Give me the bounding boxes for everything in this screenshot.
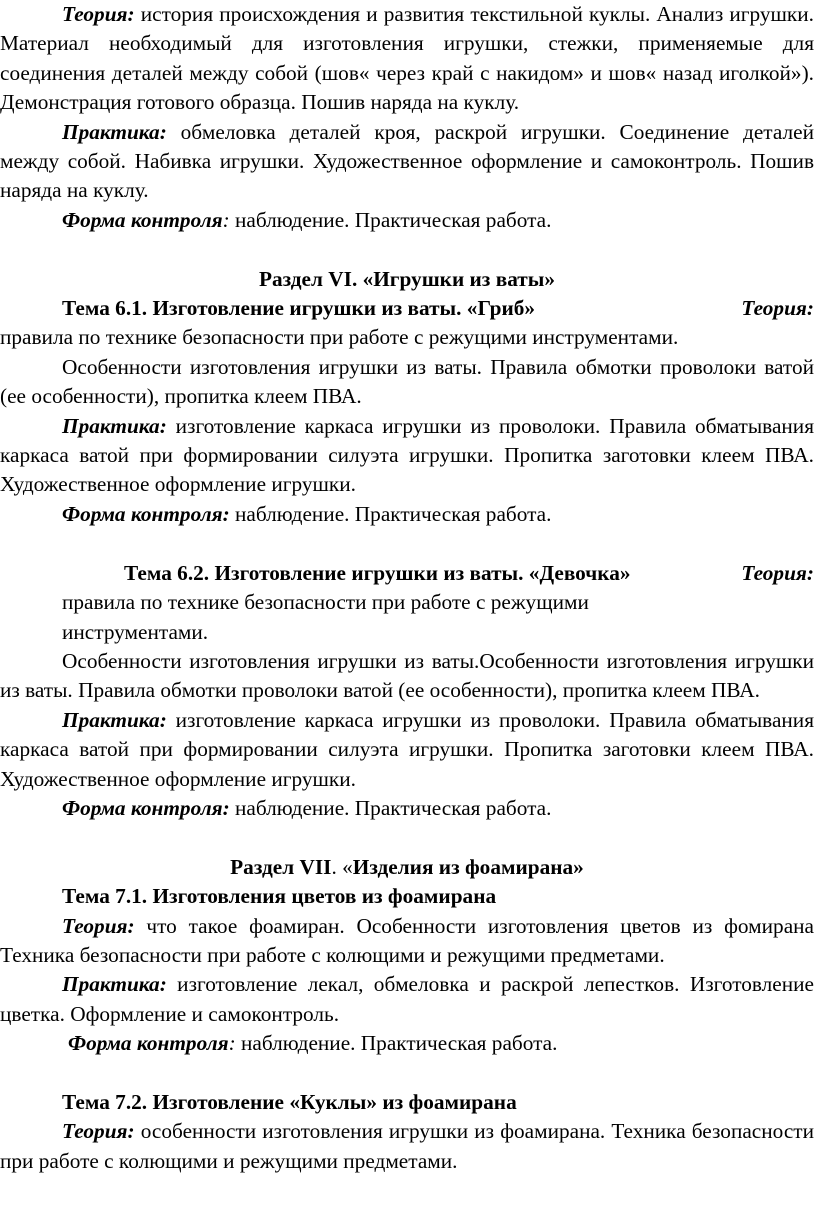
control-label: Форма контроля: <box>62 795 230 820</box>
theory-label: Теория: <box>62 913 135 938</box>
practice-label: Практика: <box>62 413 167 438</box>
control-label: Форма контроля <box>68 1031 229 1056</box>
theory-label: Теория: <box>741 296 814 321</box>
control-text: наблюдение. Практическая работа. <box>229 501 552 526</box>
control-label: Форма контроля: <box>62 501 230 526</box>
practice-label: Практика: <box>62 707 167 732</box>
practice-text: изготовление каркаса игрушки из проволоки. Правила обматывания каркаса ватой при формировании силуэта игрушки. Пропитка заготовки клеем ПВА. Художественное оформление игрушки. <box>0 707 814 791</box>
control-label: Форма контроля <box>62 207 223 232</box>
theory-paragraph <box>0 0 814 118</box>
control-colon: : <box>228 1031 236 1056</box>
practice-text: изготовление лекал, обмеловка и раскрой лепестков. Изготовление цветка. Оформление и самоконтроль. <box>0 972 814 1026</box>
topic-7-2-theory-paragraph <box>0 1117 814 1176</box>
spacer <box>0 529 814 558</box>
topic-6-2-theory-text-1: правила по технике безопасности при работе с режущими инструментами. <box>62 590 589 644</box>
topic-7-1-control-paragraph <box>0 1029 814 1058</box>
practice-label: Практика: <box>62 972 167 997</box>
topic-7-1-title: Тема 7.1. Изготовления цветов из фоамирана <box>62 884 497 909</box>
section-7-title-part3: Изделия из фоамирана» <box>352 854 584 879</box>
control-text: наблюдение. Практическая работа. <box>229 207 552 232</box>
theory-label: Теория: <box>62 2 135 26</box>
theory-label: Теория: <box>62 1119 135 1144</box>
topic-6-2-title: Тема 6.2. Изготовление игрушки из ваты. «Девочка» <box>124 560 631 585</box>
topic-6-1-practice-paragraph <box>0 412 814 500</box>
control-paragraph <box>0 206 814 235</box>
theory-text: история происхождения и развития текстильной куклы. Анализ игрушки. Материал необходимый для изготовления игрушки, стежки, применяемые для соединения деталей между собой (шов« через край с накидом» и шов« назад иголкой»). Демонстрация готового образца. Пошив наряда на куклу. <box>0 2 814 115</box>
section-7-title-part2: . « <box>331 854 353 879</box>
theory-label: Теория: <box>741 560 814 585</box>
practice-label: Практика: <box>62 119 167 144</box>
theory-text: особенности изготовления игрушки из фоамирана. Техника безопасности при работе с колющими и режущими предметами. <box>0 1119 814 1173</box>
control-text: наблюдение. Практическая работа. <box>229 795 552 820</box>
topic-6-2-control-paragraph <box>0 794 814 823</box>
section-6-heading: Раздел VI. «Игрушки из ваты» <box>258 266 556 291</box>
spacer <box>0 235 814 264</box>
control-colon: : <box>222 207 230 232</box>
topic-6-1-control-paragraph <box>0 500 814 529</box>
spacer <box>0 1059 814 1088</box>
theory-text: что такое фоамиран. Особенности изготовления цветов из фомирана Техника безопасности при работе с колющими и режущими предметами. <box>0 913 814 967</box>
practice-text: изготовление каркаса игрушки из проволоки. Правила обматывания каркаса ватой при формировании силуэта игрушки. Пропитка заготовки клеем ПВА. Художественное оформление игрушки. <box>0 413 814 497</box>
topic-6-2-theory-text-2: Особенности изготовления игрушки из ваты.Особенности изготовления игрушки из ваты. Правила обмотки проволоки ватой (ее особенности), пропитка клеем ПВА. <box>0 648 814 703</box>
topic-7-2-title: Тема 7.2. Изготовление «Куклы» из фоамирана <box>62 1089 517 1114</box>
topic-6-2-heading <box>0 559 814 588</box>
section-7-heading <box>0 853 814 882</box>
spacer <box>0 823 814 852</box>
control-text: наблюдение. Практическая работа. <box>235 1031 558 1056</box>
topic-6-1-title: Тема 6.1. Изготовление игрушки из ваты. «Гриб» <box>62 296 536 321</box>
topic-6-1-theory-text-1: правила по технике безопасности при работе с режущими инструментами. <box>0 325 679 350</box>
topic-7-1-practice-paragraph <box>0 970 814 1029</box>
practice-paragraph <box>0 118 814 206</box>
topic-7-1-theory-paragraph <box>0 912 814 971</box>
topic-6-1-theory-text-2: Особенности изготовления игрушки из ваты. Правила обмотки проволоки ватой (ее особенности), пропитка клеем ПВА. <box>0 354 814 409</box>
topic-6-2-practice-paragraph <box>0 706 814 794</box>
section-7-title-part1: Раздел VII <box>230 854 332 879</box>
topic-6-1-heading <box>0 294 814 323</box>
practice-text: обмеловка деталей кроя, раскрой игрушки. Соединение деталей между собой. Набивка игрушки. Художественное оформление и самоконтроль. Пошив наряда на куклу. <box>0 119 814 203</box>
